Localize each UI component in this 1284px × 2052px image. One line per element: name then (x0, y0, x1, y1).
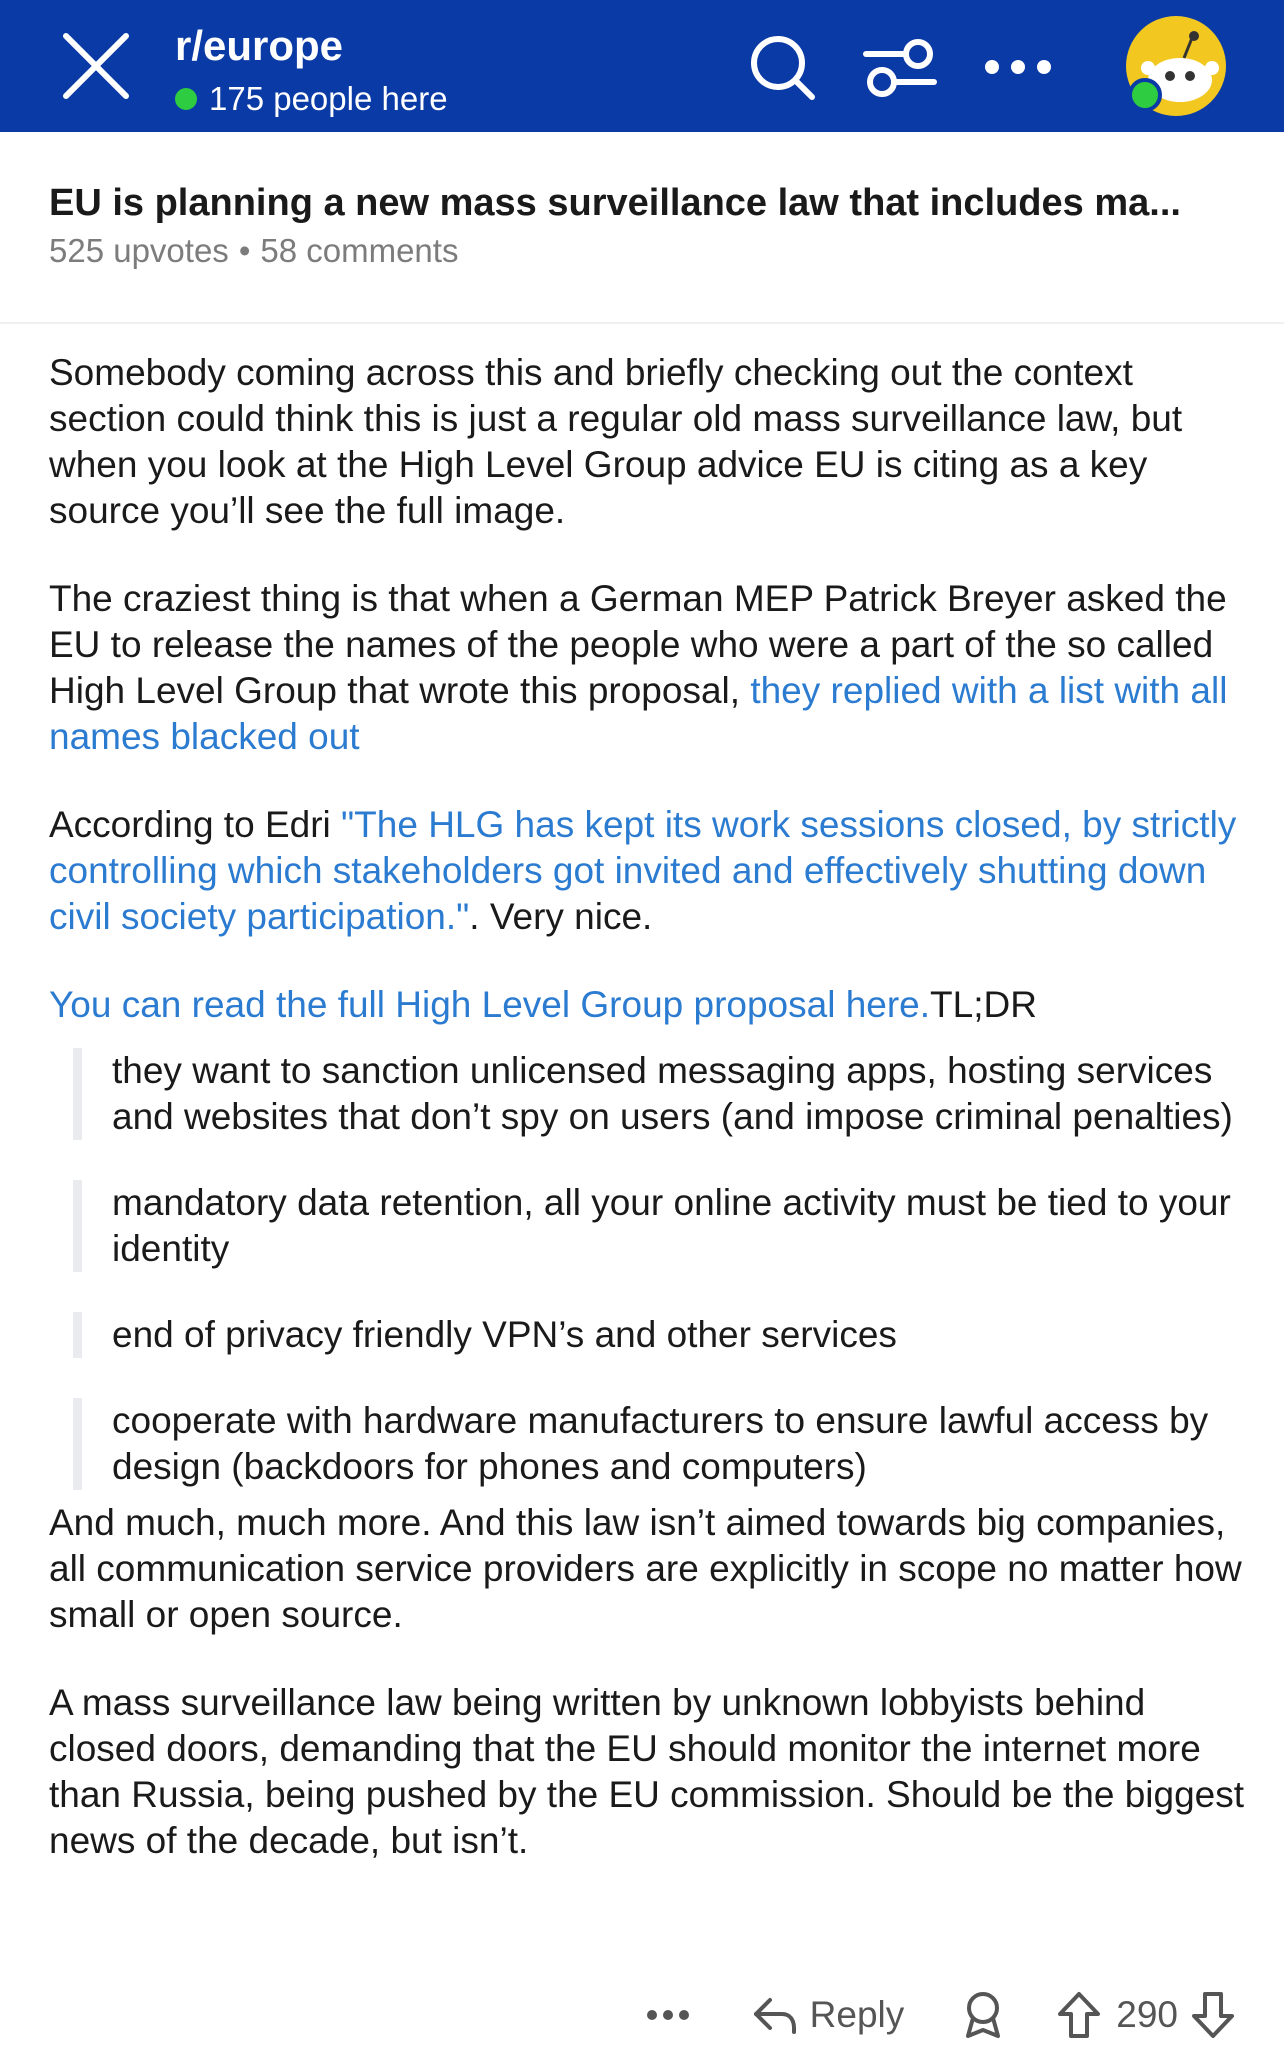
comment-actions (646, 1985, 1236, 2045)
comment-paragraph: Somebody coming across this and briefly checking out the context section could think this is just a regular old mass surveillance law, but when you look at the High Level Group advice EU is citing as a key source you’ll see the full image. (49, 352, 1183, 531)
close-icon (60, 30, 132, 102)
search-button[interactable] (742, 30, 822, 104)
post-title[interactable]: EU is planning a new mass surveillance law that includes ma... (49, 182, 1181, 224)
comment-paragraph: And much, much more. And this law isn’t aimed towards big companies, all communication service providers are explicitly in scope no matter how small or open source. (49, 1502, 1242, 1635)
comment-body (49, 350, 1249, 1906)
reply-icon (752, 1992, 798, 2038)
more-icon (646, 2005, 690, 2025)
filter-icon (860, 30, 940, 104)
blockquote (73, 1398, 1249, 1490)
vote-score: 290 (1116, 1994, 1178, 2035)
top-bar (0, 0, 1284, 132)
upvote-icon[interactable] (1056, 1990, 1102, 2040)
comment-paragraph (49, 982, 1249, 1028)
meta-separator: • (238, 232, 251, 269)
online-text: 175 people here (209, 80, 448, 117)
upvote-count: 525 upvotes (49, 232, 229, 269)
close-button[interactable] (60, 30, 132, 102)
award-icon (960, 1990, 1006, 2040)
comment-paragraph (49, 576, 1249, 760)
user-avatar[interactable] (1126, 16, 1226, 116)
online-dot-icon (175, 88, 197, 110)
blacked-out-list-link[interactable]: they replied with a list with all names blacked out (49, 670, 1228, 757)
blockquote (73, 1048, 1249, 1140)
online-count (175, 80, 448, 118)
reply-button[interactable] (752, 1992, 905, 2038)
paragraph-text: . Very nice. (469, 896, 653, 937)
quote-text: they want to sanction unlicensed messaging apps, hosting services and websites that don’t spy on users (and impose criminal penalties) (112, 1050, 1233, 1137)
comment-more-button[interactable] (646, 2005, 690, 2025)
blockquote (73, 1180, 1249, 1272)
subreddit-name[interactable]: r/europe (175, 22, 344, 69)
search-icon (742, 30, 822, 104)
quote-text: cooperate with hardware manufacturers to ensure lawful access by design (backdoors for phones and computers) (112, 1400, 1209, 1487)
edri-quote-link[interactable]: "The HLG has kept its work sessions closed, by strictly controlling which stakeholders got invited and effectively shutting down civil society participation." (49, 804, 1237, 937)
blockquote (73, 1312, 1249, 1358)
comment-count: 58 comments (260, 232, 459, 269)
post-header[interactable] (0, 132, 1284, 324)
paragraph-text: According to Edri (49, 804, 342, 845)
more-icon (978, 30, 1058, 104)
more-options-button[interactable] (978, 30, 1058, 104)
proposal-link[interactable]: You can read the full High Level Group proposal here. (49, 984, 931, 1025)
vote-controls (1056, 1990, 1236, 2040)
quote-text: end of privacy friendly VPN’s and other services (112, 1314, 897, 1355)
paragraph-text: The craziest thing is that when a German MEP Patrick Breyer asked the EU to release the names of the people who were a part of the so called High Level Group that wrote this proposal, (49, 578, 1227, 711)
post-meta (49, 232, 458, 270)
filter-button[interactable] (860, 30, 940, 104)
online-status-icon (1128, 78, 1162, 112)
comment-paragraph: A mass surveillance law being written by unknown lobbyists behind closed doors, demanding that the EU should monitor the internet more than Russia, being pushed by the EU commission. Should be the biggest news of the decade, but isn’t. (49, 1682, 1245, 1861)
tldr-label: TL;DR (930, 984, 1037, 1025)
award-button[interactable] (960, 1990, 1006, 2040)
quote-text: mandatory data retention, all your online activity must be tied to your identity (112, 1182, 1231, 1269)
comment-paragraph (49, 802, 1249, 940)
reply-label: Reply (809, 1994, 905, 2035)
downvote-icon[interactable] (1190, 1990, 1236, 2040)
